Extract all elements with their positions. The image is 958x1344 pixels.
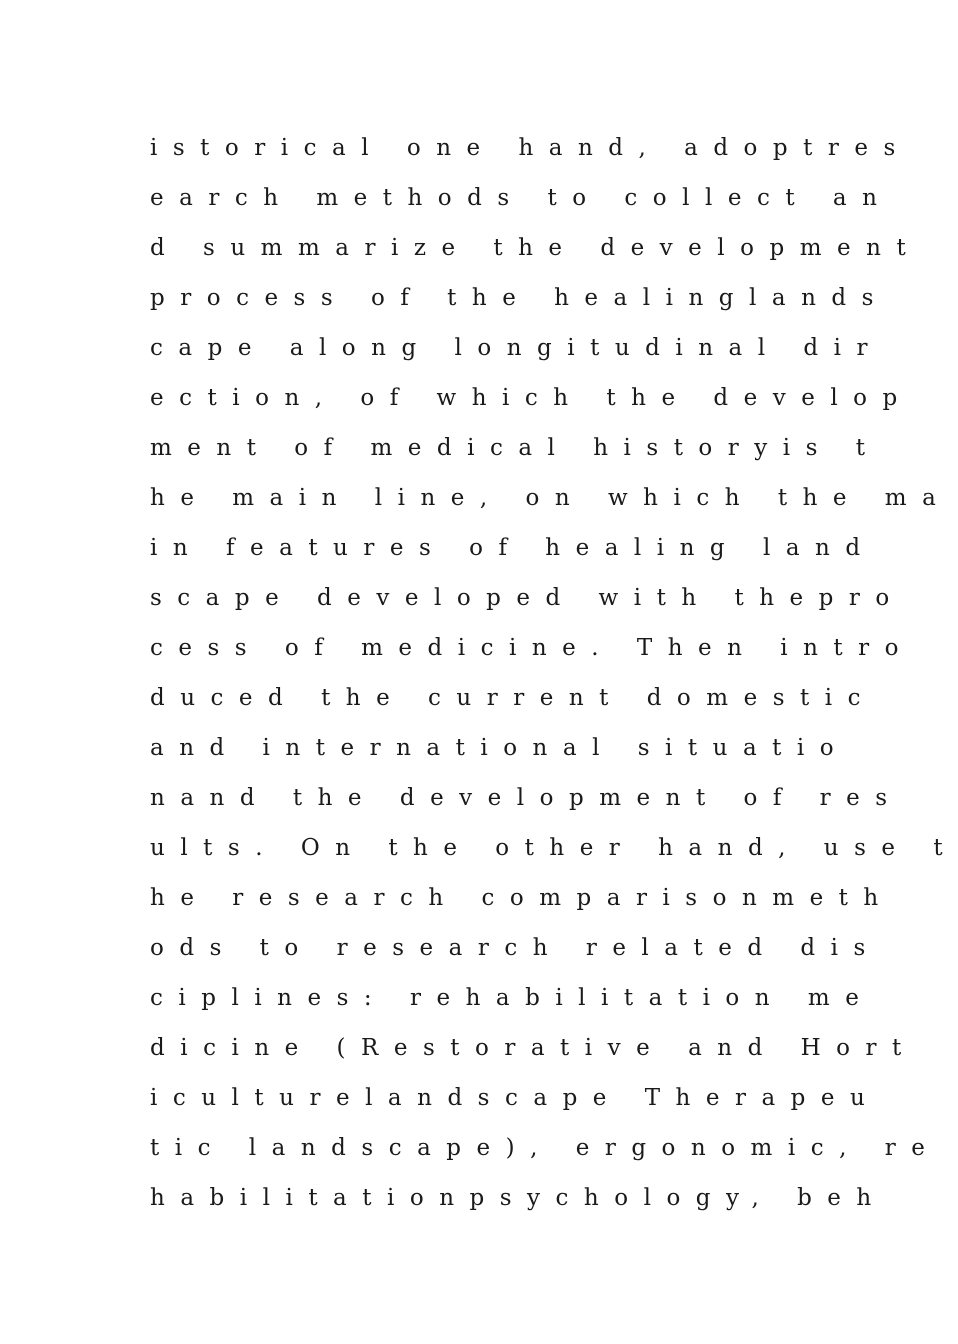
text-line: scape developed with thepro	[150, 585, 905, 611]
text-line: process of the healinglands	[150, 285, 889, 311]
text-line: duced the current domestic	[150, 685, 876, 711]
text-line: ment of medical historyis t	[150, 435, 881, 461]
text-line: he main line, on which the ma	[150, 485, 952, 511]
text-line: ults. On the other hand, use t	[150, 835, 958, 861]
text-line: habilitationpsychology, beh	[150, 1185, 887, 1211]
text-line: nand the development of res	[150, 785, 903, 811]
text-line: tic landscape), ergonomic, re	[150, 1135, 941, 1161]
text-line: earch methods to collect an	[150, 185, 893, 211]
text-line: istorical one hand, adoptres	[150, 135, 911, 161]
text-line: d summarize the development	[150, 235, 922, 261]
text-line: cape along longitudinal dir	[150, 335, 883, 361]
text-line: ection, of which the develop	[150, 385, 913, 411]
text-line: and international situatio	[150, 735, 850, 761]
text-line: iculturelandscape Therapeu	[150, 1085, 881, 1111]
text-line: in features of healing land	[150, 535, 876, 561]
text-line: ods to research related dis	[150, 935, 881, 961]
text-line: he research comparisonmeth	[150, 885, 894, 911]
body-text	[150, 128, 958, 1228]
text-line: dicine (Restorative and Hort	[150, 1035, 917, 1061]
text-line: cess of medicine. Then intro	[150, 635, 915, 661]
text-line: ciplines: rehabilitation me	[150, 985, 875, 1011]
